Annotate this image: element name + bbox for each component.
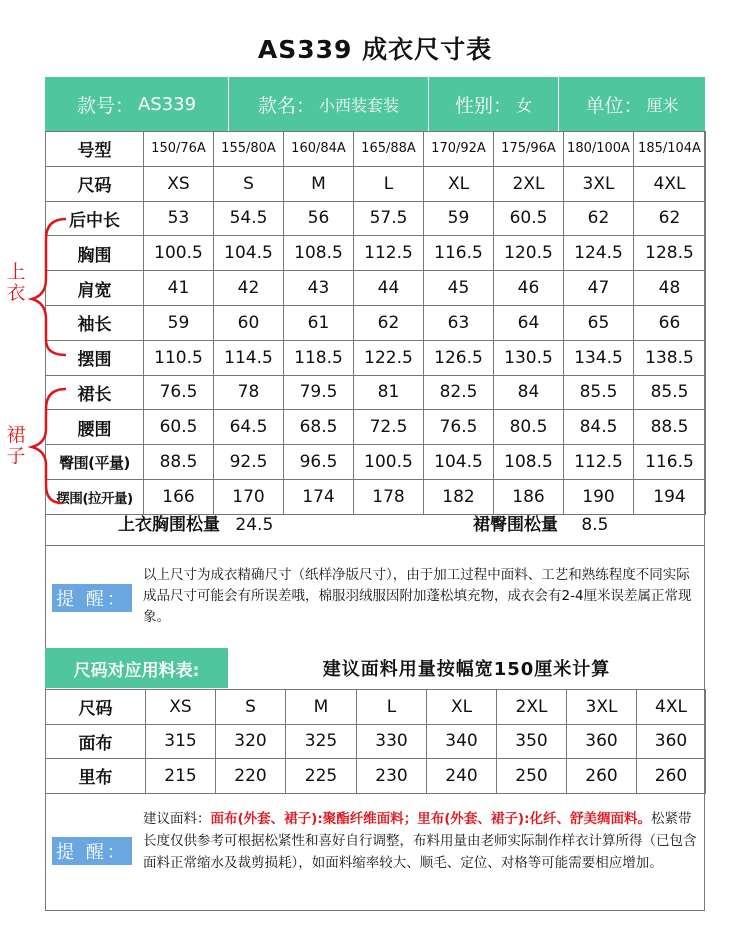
skirt-group-label: 裙子 <box>6 424 26 467</box>
table-cell: 85.5 <box>634 375 706 410</box>
table-cell: 41 <box>144 271 214 306</box>
size-code-cell: 165/88A <box>354 132 424 167</box>
table-cell: 104.5 <box>424 445 494 480</box>
table-cell: 43 <box>284 271 354 306</box>
size-cell: XL <box>424 166 494 201</box>
table-cell: 350 <box>497 724 567 759</box>
size-cell: 3XL <box>564 166 634 201</box>
table-cell: 76.5 <box>424 410 494 445</box>
remind-badge-2: 提 醒： <box>52 837 132 865</box>
table-cell: 48 <box>634 271 706 306</box>
table-cell: 138.5 <box>634 340 706 375</box>
fabric-note-highlight: 面布(外套、裙子):聚酯纤维面料；里布(外套、裙子):化纤、舒美绸面料。 <box>210 811 651 827</box>
table-cell: 225 <box>286 759 357 794</box>
size-cell: 4XL <box>634 166 706 201</box>
table-cell: 108.5 <box>284 236 354 271</box>
table-cell: 45 <box>424 271 494 306</box>
size-note: 以上尺寸为成衣精确尺寸（纸样净版尺寸），由于加工过程中面料、工艺和熟练程度不同实际成品尺寸可能会有所误差哦，棉服羽绒服因附加蓬松填充物，成衣会有2-4厘米误差属正常现象。 <box>143 567 692 625</box>
row-label: 腰围 <box>46 410 144 445</box>
size-cell: L <box>357 690 427 725</box>
row-label: 里布 <box>46 759 146 794</box>
table-cell: 62 <box>564 201 634 236</box>
table-cell: 116.5 <box>634 445 706 480</box>
table-cell: 63 <box>424 305 494 340</box>
size-chart-table <box>45 131 706 515</box>
table-cell: 126.5 <box>424 340 494 375</box>
size-cell: M <box>286 690 357 725</box>
material-size-row <box>46 690 706 725</box>
table-cell: 92.5 <box>214 445 284 480</box>
table-cell: 66 <box>634 305 706 340</box>
style-name-value: 小西装套装 <box>319 95 400 115</box>
row-label: 肩宽 <box>46 271 144 306</box>
table-cell: 68.5 <box>284 410 354 445</box>
table-cell: 96.5 <box>284 445 354 480</box>
table-cell: 260 <box>637 759 706 794</box>
table-row <box>46 410 706 445</box>
remind-badge: 提 醒： <box>52 584 132 612</box>
size-cell: XS <box>144 166 214 201</box>
table-cell: 112.5 <box>354 236 424 271</box>
table-row <box>46 375 706 410</box>
table-cell: 53 <box>144 201 214 236</box>
size-code-row <box>46 132 706 167</box>
material-table-title: 尺码对应用料表: <box>45 648 228 688</box>
size-cell: S <box>214 166 284 201</box>
table-cell: 65 <box>564 305 634 340</box>
top-ease-label: 上衣胸围松量 <box>118 515 220 535</box>
table-cell: 82.5 <box>424 375 494 410</box>
table-cell: 250 <box>497 759 567 794</box>
table-cell: 128.5 <box>634 236 706 271</box>
size-code-label: 号型 <box>46 132 144 167</box>
table-cell: 85.5 <box>564 375 634 410</box>
table-cell: 59 <box>424 201 494 236</box>
divider <box>45 545 705 546</box>
table-cell: 220 <box>216 759 286 794</box>
table-cell: 80.5 <box>494 410 564 445</box>
size-code-cell: 180/100A <box>564 132 634 167</box>
table-cell: 54.5 <box>214 201 284 236</box>
table-cell: 88.5 <box>634 410 706 445</box>
skirt-ease-label: 裙臀围松量 <box>473 515 558 535</box>
fabric-note-body: 松紧带长度仅供参考可根据松紧性和喜好自行调整，布料用量由老师实际制作样衣计算所得（已包含面料正常缩水及裁剪损耗），如面料缩率较大、顺毛、定位、对格等可能需要相应增加。 <box>143 811 697 871</box>
material-fabric-width-note: 建议面料用量按幅宽150厘米计算 <box>322 659 611 680</box>
size-row <box>46 166 706 201</box>
table-cell: 190 <box>564 479 634 514</box>
style-number-label: 款号： <box>76 94 134 117</box>
page-title: AS339 成衣尺寸表 <box>257 35 493 64</box>
table-cell: 84 <box>494 375 564 410</box>
table-cell: 46 <box>494 271 564 306</box>
table-cell: 61 <box>284 305 354 340</box>
size-cell: M <box>284 166 354 201</box>
size-code-cell: 170/92A <box>424 132 494 167</box>
table-cell: 122.5 <box>354 340 424 375</box>
row-label: 后中长 <box>46 201 144 236</box>
row-label: 面布 <box>46 724 146 759</box>
table-cell: 186 <box>494 479 564 514</box>
table-cell: 62 <box>634 201 706 236</box>
table-cell: 81 <box>354 375 424 410</box>
material-table <box>45 689 706 794</box>
table-row <box>46 236 706 271</box>
size-cell: L <box>354 166 424 201</box>
table-cell: 194 <box>634 479 706 514</box>
row-label: 裙长 <box>46 375 144 410</box>
table-cell: 178 <box>354 479 424 514</box>
table-cell: 110.5 <box>144 340 214 375</box>
table-cell: 59 <box>144 305 214 340</box>
top-group-label: 上衣 <box>6 261 26 304</box>
table-cell: 56 <box>284 201 354 236</box>
skirt-ease-value: 8.5 <box>581 515 609 535</box>
table-cell: 60.5 <box>144 410 214 445</box>
table-cell: 60.5 <box>494 201 564 236</box>
table-cell: 124.5 <box>564 236 634 271</box>
top-ease-value: 24.5 <box>235 515 274 535</box>
style-name-label: 款名： <box>257 94 315 117</box>
size-code-cell: 150/76A <box>144 132 214 167</box>
table-cell: 64.5 <box>214 410 284 445</box>
unit-cell <box>559 77 705 131</box>
style-name-cell <box>229 77 429 131</box>
top-ease <box>118 510 273 535</box>
table-cell: 360 <box>637 724 706 759</box>
size-code-cell: 185/104A <box>634 132 706 167</box>
table-cell: 108.5 <box>494 445 564 480</box>
table-cell: 79.5 <box>284 375 354 410</box>
size-cell: 3XL <box>567 690 637 725</box>
size-cell: XL <box>427 690 497 725</box>
table-cell: 47 <box>564 271 634 306</box>
table-cell: 64 <box>494 305 564 340</box>
table-cell: 114.5 <box>214 340 284 375</box>
style-number-cell <box>45 77 229 131</box>
size-cell: 4XL <box>637 690 706 725</box>
header-bar <box>45 77 705 131</box>
table-cell: 340 <box>427 724 497 759</box>
size-label: 尺码 <box>46 690 146 725</box>
table-cell: 76.5 <box>144 375 214 410</box>
table-row <box>46 445 706 480</box>
size-code-cell: 175/96A <box>494 132 564 167</box>
size-cell: 2XL <box>494 166 564 201</box>
table-cell: 215 <box>146 759 216 794</box>
table-cell: 44 <box>354 271 424 306</box>
fabric-note-prefix: 建议面料： <box>143 811 211 827</box>
size-cell: S <box>216 690 286 725</box>
table-cell: 57.5 <box>354 201 424 236</box>
table-cell: 120.5 <box>494 236 564 271</box>
table-cell: 72.5 <box>354 410 424 445</box>
table-row <box>46 305 706 340</box>
table-cell: 170 <box>214 479 284 514</box>
skirt-group-bracket <box>32 389 66 503</box>
table-cell: 134.5 <box>564 340 634 375</box>
table-cell: 62 <box>354 305 424 340</box>
table-cell: 88.5 <box>144 445 214 480</box>
table-cell: 166 <box>144 479 214 514</box>
table-row <box>46 271 706 306</box>
table-cell: 174 <box>284 479 354 514</box>
gender-value: 女 <box>516 95 533 115</box>
row-label: 臀围(平量) <box>46 445 144 480</box>
row-label: 摆围(拉开量) <box>46 479 144 514</box>
gender-label: 性别： <box>454 94 512 117</box>
size-label: 尺码 <box>46 166 144 201</box>
size-code-cell: 160/84A <box>284 132 354 167</box>
table-cell: 100.5 <box>144 236 214 271</box>
size-cell: XS <box>146 690 216 725</box>
unit-label: 单位： <box>585 94 643 117</box>
table-cell: 325 <box>286 724 357 759</box>
table-cell: 60 <box>214 305 284 340</box>
table-cell: 315 <box>146 724 216 759</box>
table-cell: 112.5 <box>564 445 634 480</box>
row-label: 袖长 <box>46 305 144 340</box>
table-cell: 116.5 <box>424 236 494 271</box>
table-row <box>46 201 706 236</box>
table-cell: 230 <box>357 759 427 794</box>
unit-value: 厘米 <box>646 95 679 115</box>
table-row <box>46 340 706 375</box>
table-row <box>46 724 706 759</box>
skirt-ease <box>473 510 608 535</box>
table-cell: 182 <box>424 479 494 514</box>
table-cell: 42 <box>214 271 284 306</box>
table-cell: 100.5 <box>354 445 424 480</box>
fabric-note <box>143 808 698 874</box>
size-cell: 2XL <box>497 690 567 725</box>
table-cell: 330 <box>357 724 427 759</box>
table-cell: 118.5 <box>284 340 354 375</box>
style-number-value: AS339 <box>137 93 197 115</box>
table-cell: 84.5 <box>564 410 634 445</box>
table-cell: 260 <box>567 759 637 794</box>
table-cell: 104.5 <box>214 236 284 271</box>
table-cell: 360 <box>567 724 637 759</box>
table-row <box>46 759 706 794</box>
table-cell: 130.5 <box>494 340 564 375</box>
row-label: 胸围 <box>46 236 144 271</box>
gender-cell <box>429 77 559 131</box>
table-cell: 320 <box>216 724 286 759</box>
top-group-bracket <box>32 219 66 355</box>
table-cell: 240 <box>427 759 497 794</box>
size-code-cell: 155/80A <box>214 132 284 167</box>
row-label: 摆围 <box>46 340 144 375</box>
table-cell: 78 <box>214 375 284 410</box>
